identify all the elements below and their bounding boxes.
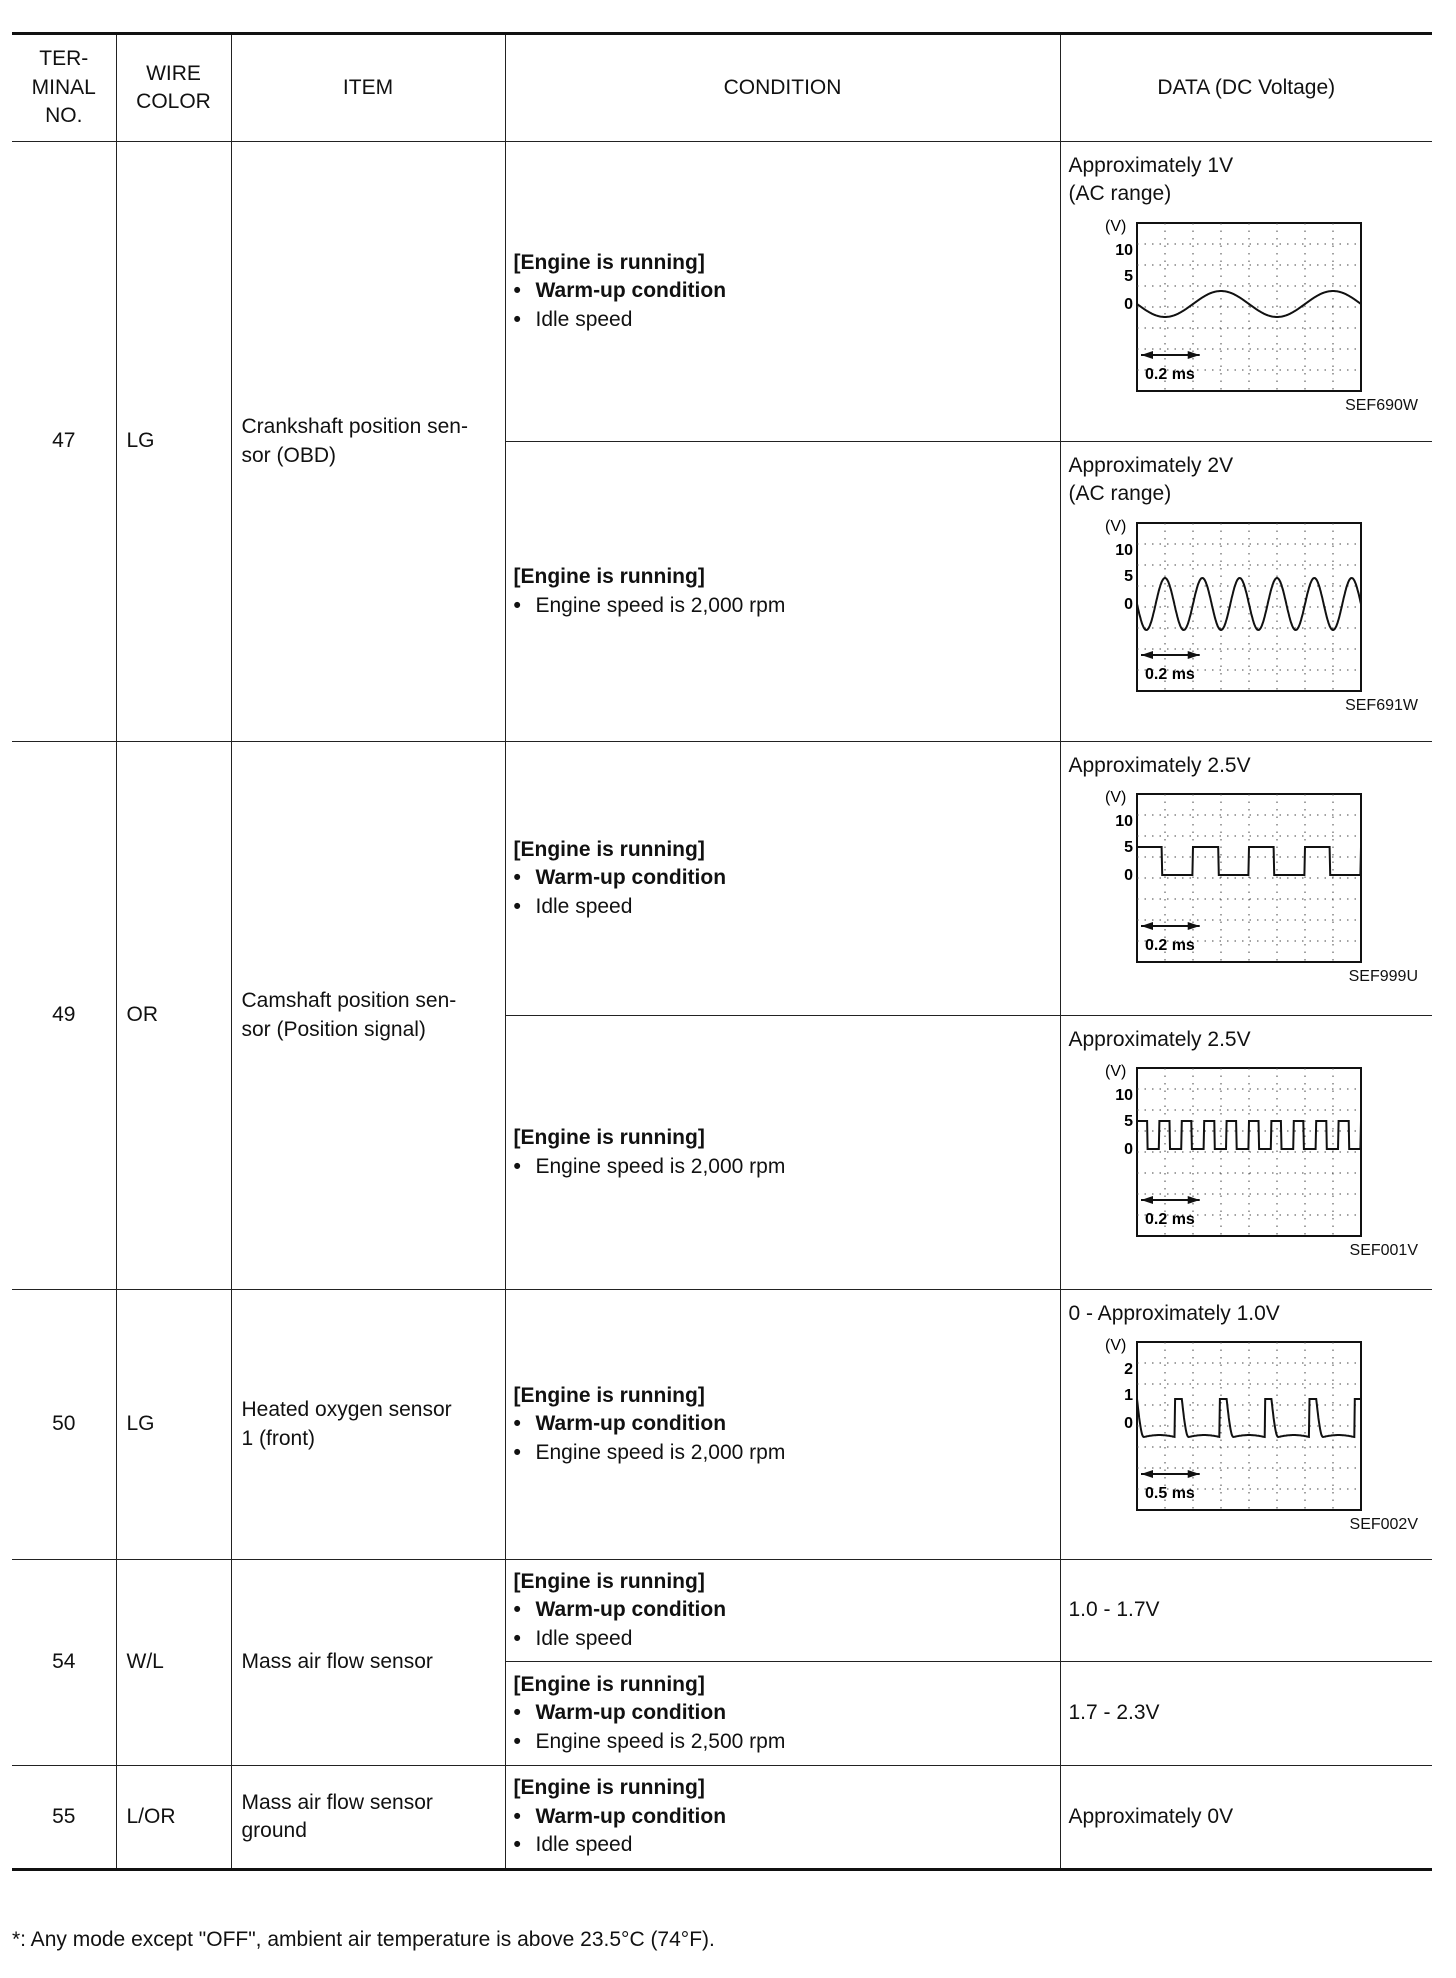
condition-bullet: • Engine speed is 2,000 rpm <box>514 1153 1060 1181</box>
condition-bullet: • Warm-up condition <box>514 864 1060 892</box>
item-line: sor (Position signal) <box>241 1017 426 1041</box>
scope-y-tick-label: 10 <box>1114 813 1133 831</box>
condition-heading: [Engine is running] <box>513 1776 705 1800</box>
terminal-data-table <box>12 32 1432 1871</box>
data-cell <box>1060 1016 1432 1290</box>
scope-y-tick-label: 5 <box>1123 1113 1133 1131</box>
data-value-line: Approximately 1V <box>1068 154 1234 177</box>
data-value-line: Approximately 0V <box>1068 1804 1234 1828</box>
scope-y-tick-label: 2 <box>1123 1361 1133 1379</box>
condition-bullet: • Warm-up condition <box>514 1596 1060 1624</box>
data-cell <box>1060 1560 1432 1662</box>
header-terminal-line: MINAL <box>31 75 96 99</box>
condition-cell <box>505 142 1060 442</box>
condition-cell <box>505 1290 1060 1560</box>
scope-time-division-label: 0.2 ms <box>1144 365 1195 383</box>
item-line: Mass air flow sensor <box>241 1650 433 1674</box>
terminal-number: 50 <box>12 1290 116 1560</box>
condition-bullet: • Engine speed is 2,000 rpm <box>514 592 1060 620</box>
condition-bullet: • Idle speed <box>514 306 1060 334</box>
header-row <box>12 34 1432 142</box>
figure-id: SEF002V <box>1349 1516 1418 1534</box>
item-line: Camshaft position sen- <box>241 989 457 1013</box>
condition-bullet: • Idle speed <box>514 893 1060 921</box>
oscilloscope-figure <box>1069 213 1429 395</box>
data-value-line: Approximately 2.5V <box>1068 1028 1251 1051</box>
time-marker-arrow <box>1141 922 1153 930</box>
scope-y-tick-label: 0 <box>1123 867 1133 885</box>
time-marker-arrow <box>1141 351 1153 359</box>
data-value-line: 1.7 - 2.3V <box>1068 1701 1160 1725</box>
scope-time-division-label: 0.2 ms <box>1144 665 1195 683</box>
wire-color: LG <box>116 142 231 742</box>
scope-unit-label: (V) <box>1104 789 1126 807</box>
data-value <box>1069 1596 1433 1624</box>
data-value-line: (AC range) <box>1068 482 1172 506</box>
wire-color: W/L <box>116 1560 231 1766</box>
oscilloscope-figure <box>1069 784 1429 966</box>
table-row <box>12 1290 1432 1560</box>
time-marker-arrow <box>1187 651 1199 659</box>
item-line: Crankshaft position sen- <box>241 415 468 439</box>
condition-bullet: • Engine speed is 2,500 rpm <box>514 1728 1060 1756</box>
condition-bullet: • Idle speed <box>514 1625 1060 1653</box>
scope-time-division-label: 0.5 ms <box>1144 1485 1195 1503</box>
header-wire-line: COLOR <box>136 90 211 113</box>
terminal-number: 55 <box>12 1766 116 1870</box>
condition-cell <box>505 1766 1060 1870</box>
condition-heading: [Engine is running] <box>513 1672 705 1696</box>
oscilloscope-graph <box>1069 1058 1369 1238</box>
figure-id: SEF001V <box>1349 1242 1418 1260</box>
data-value-line: 0 - Approximately 1.0V <box>1068 1302 1280 1325</box>
oscilloscope-graph <box>1069 513 1369 693</box>
time-marker-arrow <box>1141 651 1153 659</box>
header-terminal-line: TER- <box>39 47 89 71</box>
condition-cell <box>505 742 1060 1016</box>
item-name <box>231 142 505 742</box>
header-data: DATA (DC Voltage) <box>1060 34 1432 142</box>
condition-cell <box>505 1662 1060 1766</box>
condition-heading: [Engine is running] <box>513 1126 705 1150</box>
time-marker-arrow <box>1141 1196 1153 1204</box>
condition-bullet: • Idle speed <box>514 1831 1060 1859</box>
oscilloscope-graph <box>1069 784 1369 964</box>
data-cell <box>1060 1766 1432 1870</box>
figure-id: SEF690W <box>1345 396 1418 414</box>
data-cell <box>1060 742 1432 1016</box>
data-cell <box>1060 1662 1432 1766</box>
item-name <box>231 1766 505 1870</box>
time-marker-arrow <box>1187 922 1199 930</box>
wire-color: OR <box>116 742 231 1290</box>
item-line: Mass air flow sensor <box>241 1790 433 1814</box>
data-value <box>1069 1300 1433 1328</box>
data-cell <box>1060 1290 1432 1560</box>
scope-y-tick-label: 10 <box>1114 1087 1133 1105</box>
condition-heading: [Engine is running] <box>513 250 705 274</box>
data-value <box>1069 452 1433 509</box>
condition-heading: [Engine is running] <box>513 565 705 589</box>
terminal-number: 54 <box>12 1560 116 1766</box>
time-marker-arrow <box>1187 1196 1199 1204</box>
item-line: Heated oxygen sensor <box>241 1398 452 1422</box>
item-name <box>231 742 505 1290</box>
item-line: sor (OBD) <box>241 443 336 467</box>
data-value <box>1069 152 1433 209</box>
condition-heading: [Engine is running] <box>513 837 705 861</box>
scope-unit-label: (V) <box>1104 1063 1126 1081</box>
table-row <box>12 1766 1432 1870</box>
terminal-number: 47 <box>12 142 116 742</box>
item-line: ground <box>241 1819 307 1842</box>
scope-y-tick-label: 1 <box>1123 1387 1133 1405</box>
scope-waveform <box>1137 847 1361 875</box>
table-row <box>12 742 1432 1016</box>
scope-time-division-label: 0.2 ms <box>1144 1211 1195 1229</box>
oscilloscope-figure <box>1069 1332 1429 1514</box>
scope-y-tick-label: 5 <box>1123 839 1133 857</box>
wire-color: L/OR <box>116 1766 231 1870</box>
condition-heading: [Engine is running] <box>513 1383 705 1407</box>
condition-bullet: • Warm-up condition <box>514 277 1060 305</box>
header-terminal-line: NO. <box>45 104 83 128</box>
scope-unit-label: (V) <box>1104 1337 1126 1355</box>
condition-heading: [Engine is running] <box>513 1569 705 1593</box>
data-value-line: Approximately 2.5V <box>1068 754 1251 777</box>
header-condition: CONDITION <box>505 34 1060 142</box>
scope-y-tick-label: 10 <box>1114 541 1133 559</box>
data-table-sheet <box>12 32 1432 1871</box>
condition-cell <box>505 442 1060 742</box>
oscilloscope-graph <box>1069 1332 1369 1512</box>
data-cell <box>1060 442 1432 742</box>
scope-y-tick-label: 0 <box>1123 1415 1133 1433</box>
condition-bullet: • Engine speed is 2,000 rpm <box>514 1439 1060 1467</box>
data-value <box>1069 1803 1433 1831</box>
condition-bullet: • Warm-up condition <box>514 1410 1060 1438</box>
table-row <box>12 1560 1432 1662</box>
header-wire-line: WIRE <box>146 61 201 85</box>
data-value-line: 1.0 - 1.7V <box>1068 1598 1160 1622</box>
time-marker-arrow <box>1187 1470 1199 1478</box>
scope-y-tick-label: 5 <box>1123 267 1133 285</box>
scope-waveform <box>1137 1121 1361 1149</box>
figure-id: SEF691W <box>1345 696 1418 714</box>
header-terminal <box>12 34 116 142</box>
time-marker-arrow <box>1141 1470 1153 1478</box>
header-wire-color <box>116 34 231 142</box>
figure-id: SEF999U <box>1348 968 1418 986</box>
header-item: ITEM <box>231 34 505 142</box>
scope-y-tick-label: 10 <box>1114 241 1133 259</box>
scope-y-tick-label: 0 <box>1123 1141 1133 1159</box>
scope-time-division-label: 0.2 ms <box>1144 937 1195 955</box>
table-row <box>12 142 1432 442</box>
data-cell <box>1060 142 1432 442</box>
oscilloscope-figure <box>1069 513 1429 695</box>
data-value <box>1069 1026 1433 1054</box>
condition-bullet: • Warm-up condition <box>514 1699 1060 1727</box>
condition-bullet: • Warm-up condition <box>514 1803 1060 1831</box>
data-value-line: (AC range) <box>1068 182 1172 206</box>
scope-y-tick-label: 5 <box>1123 567 1133 585</box>
data-value <box>1069 752 1433 780</box>
oscilloscope-graph <box>1069 213 1369 393</box>
footnote: *: Any mode except "OFF", ambient air temperature is above 23.5°C (74°F). <box>12 1928 715 1951</box>
data-value-line: Approximately 2V <box>1068 454 1234 477</box>
condition-cell <box>505 1016 1060 1290</box>
scope-unit-label: (V) <box>1104 517 1126 535</box>
data-value <box>1069 1699 1433 1727</box>
item-name <box>231 1290 505 1560</box>
scope-y-tick-label: 0 <box>1123 295 1133 313</box>
oscilloscope-figure <box>1069 1058 1429 1240</box>
scope-waveform <box>1137 578 1361 630</box>
condition-cell <box>505 1560 1060 1662</box>
wire-color: LG <box>116 1290 231 1560</box>
item-line: 1 (front) <box>241 1426 316 1450</box>
terminal-number: 49 <box>12 742 116 1290</box>
time-marker-arrow <box>1187 351 1199 359</box>
scope-y-tick-label: 0 <box>1123 595 1133 613</box>
scope-unit-label: (V) <box>1104 217 1126 235</box>
item-name <box>231 1560 505 1766</box>
